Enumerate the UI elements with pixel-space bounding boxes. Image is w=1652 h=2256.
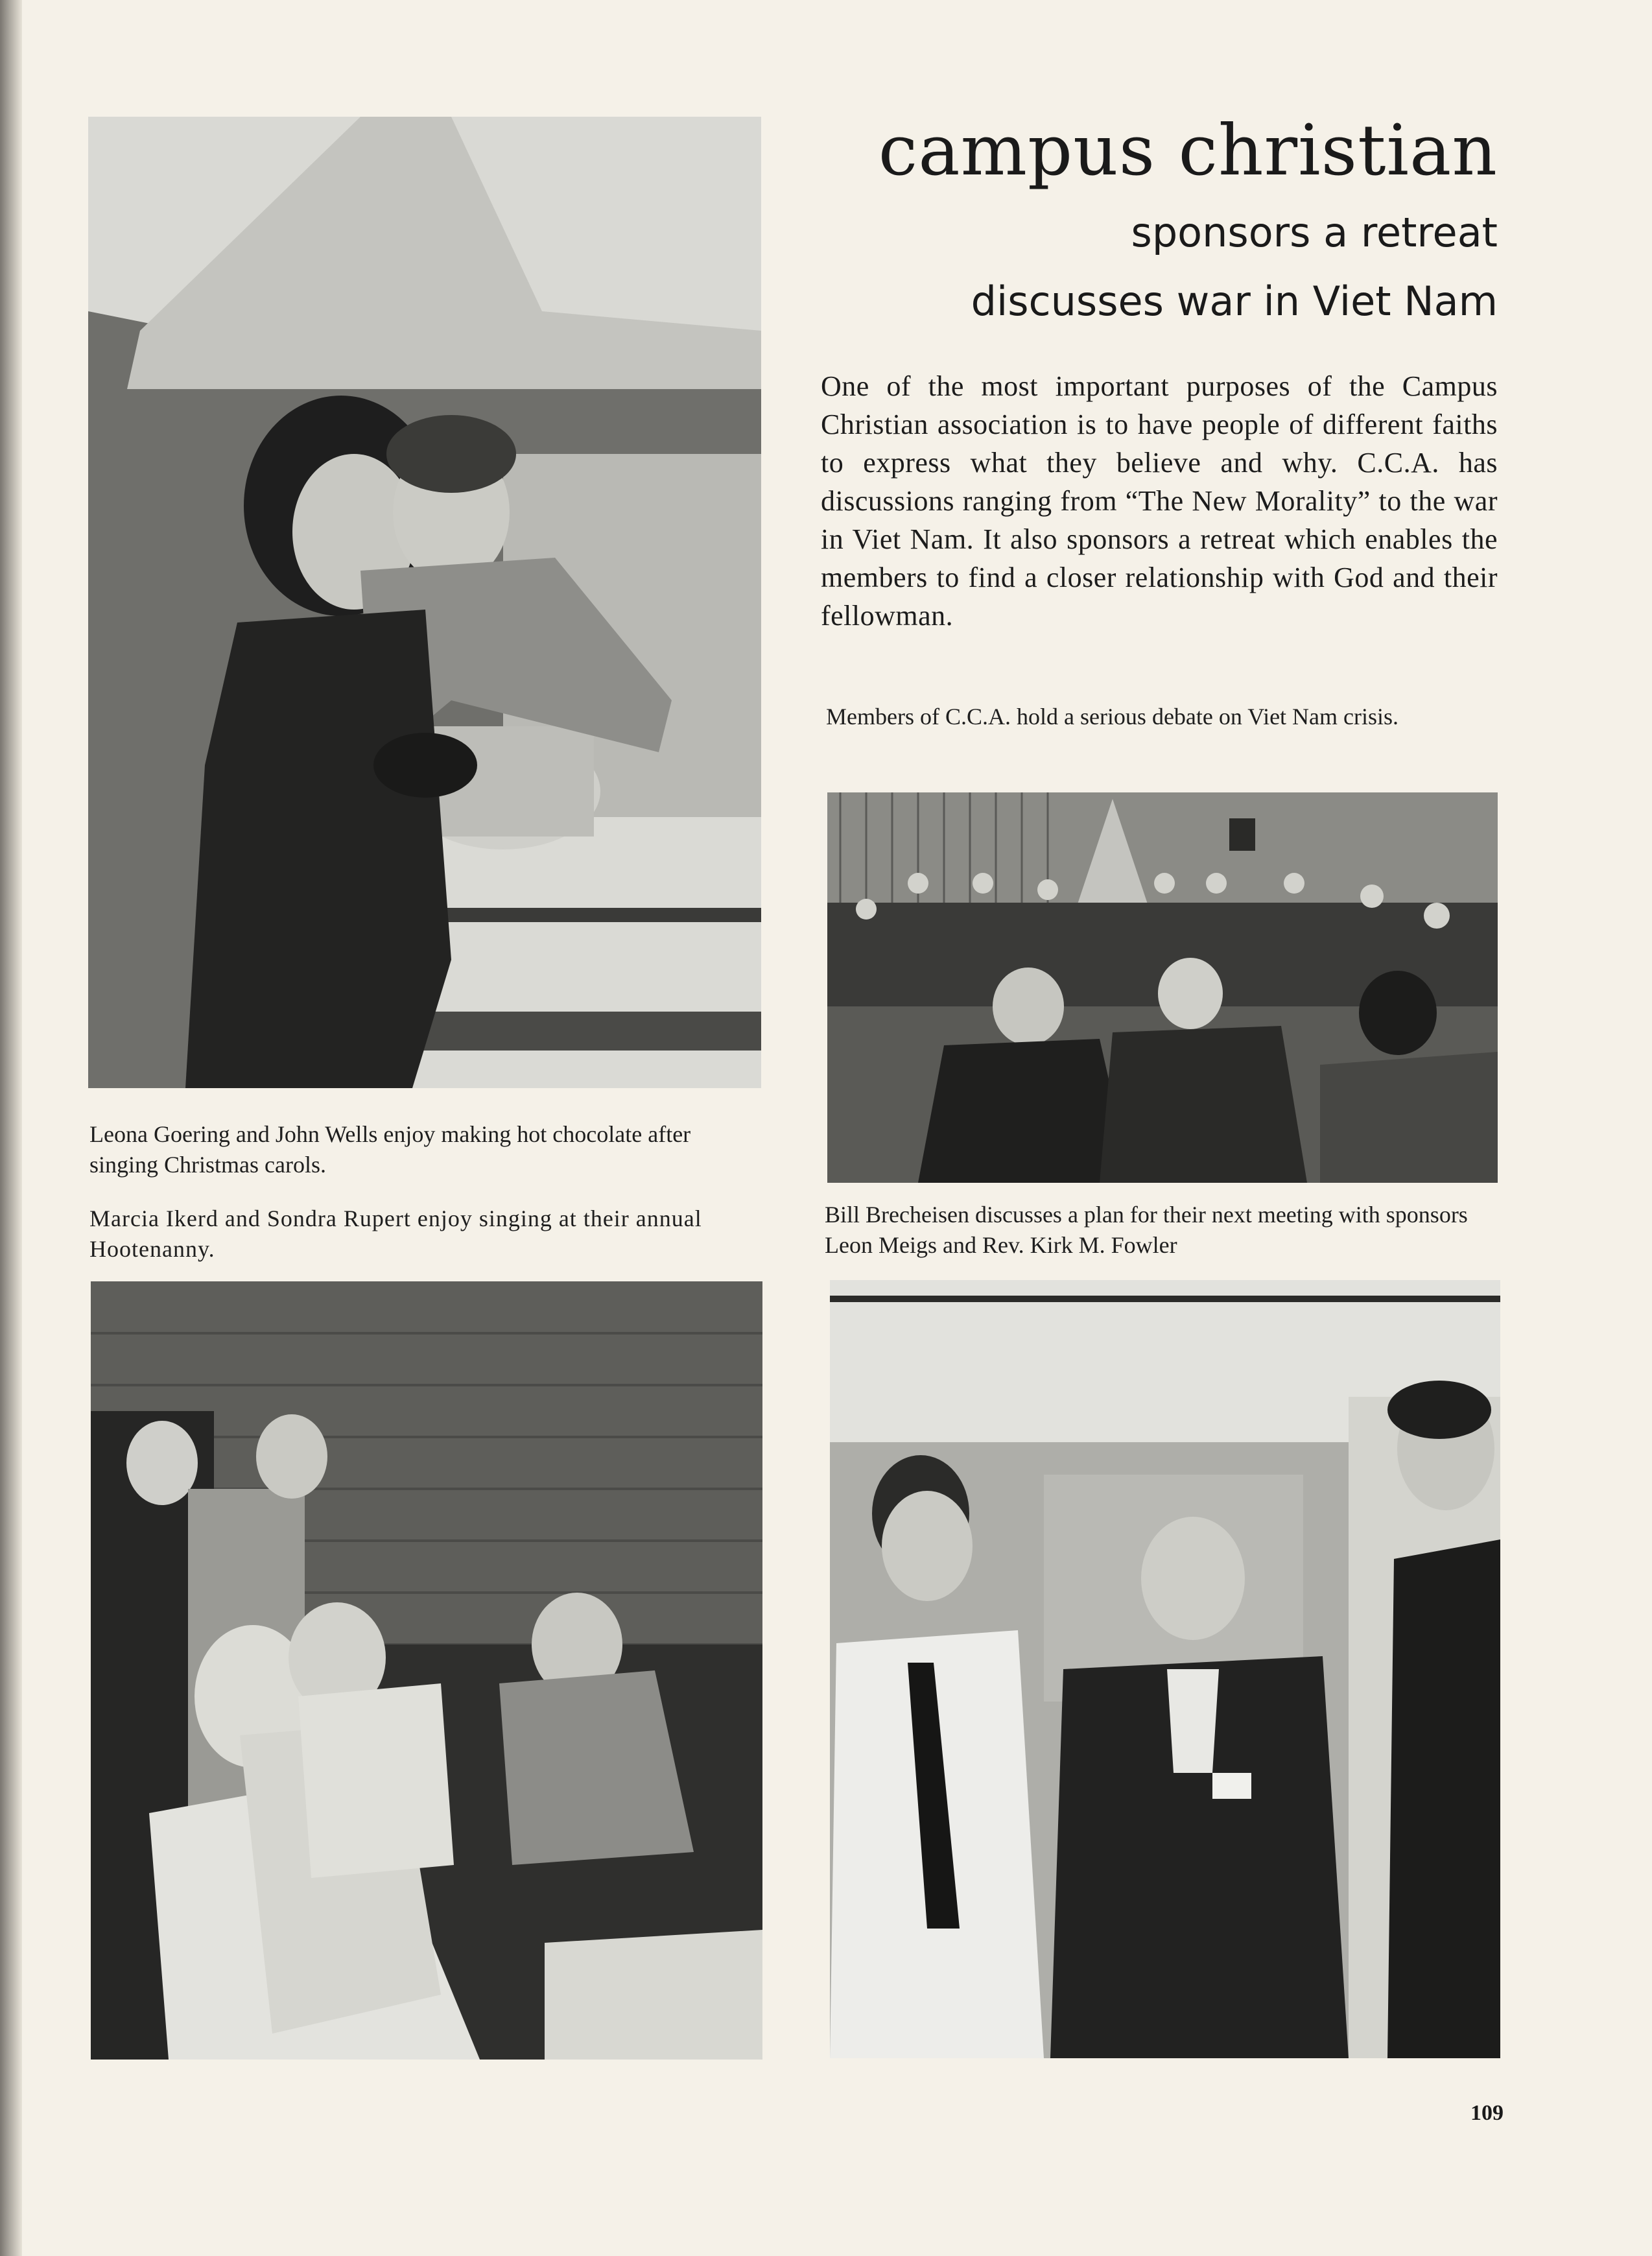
article-body: One of the most important purposes of the Campus Christian association is to have people of different faiths to express what they believe and why. C.C.A. has discussions ranging from “The New Morality” to the war in Viet Nam. It also sponsors a retreat which enables the members to find a closer relationship with God and their fellowman. [821, 370, 1498, 632]
caption-kitchen: Leona Goering and John Wells enjoy making hot chocolate after singing Christmas carols. [89, 1121, 691, 1178]
photo-debate-meeting [827, 792, 1498, 1183]
photo-sponsors-meeting [830, 1280, 1500, 2058]
page-binding-shadow [0, 0, 22, 2256]
photo-hootenanny-singing [91, 1281, 762, 2060]
article-subtitle-retreat: sponsors a retreat [1131, 209, 1498, 256]
photo-kitchen-hot-chocolate [88, 117, 761, 1088]
caption-hootenanny: Marcia Ikerd and Sondra Rupert enjoy singing at their annual Hootenanny. [89, 1205, 702, 1262]
page-number: 109 [1470, 2101, 1504, 2125]
caption-debate: Members of C.C.A. hold a serious debate on Viet Nam crisis. [826, 704, 1399, 730]
article-subtitle-viet-nam: discusses war in Viet Nam [971, 278, 1498, 325]
caption-meeting: Bill Brecheisen discusses a plan for their next meeting with sponsors Leon Meigs and Rev. Kirk M. Fowler [825, 1202, 1468, 1258]
article-title: campus christian [878, 110, 1498, 191]
